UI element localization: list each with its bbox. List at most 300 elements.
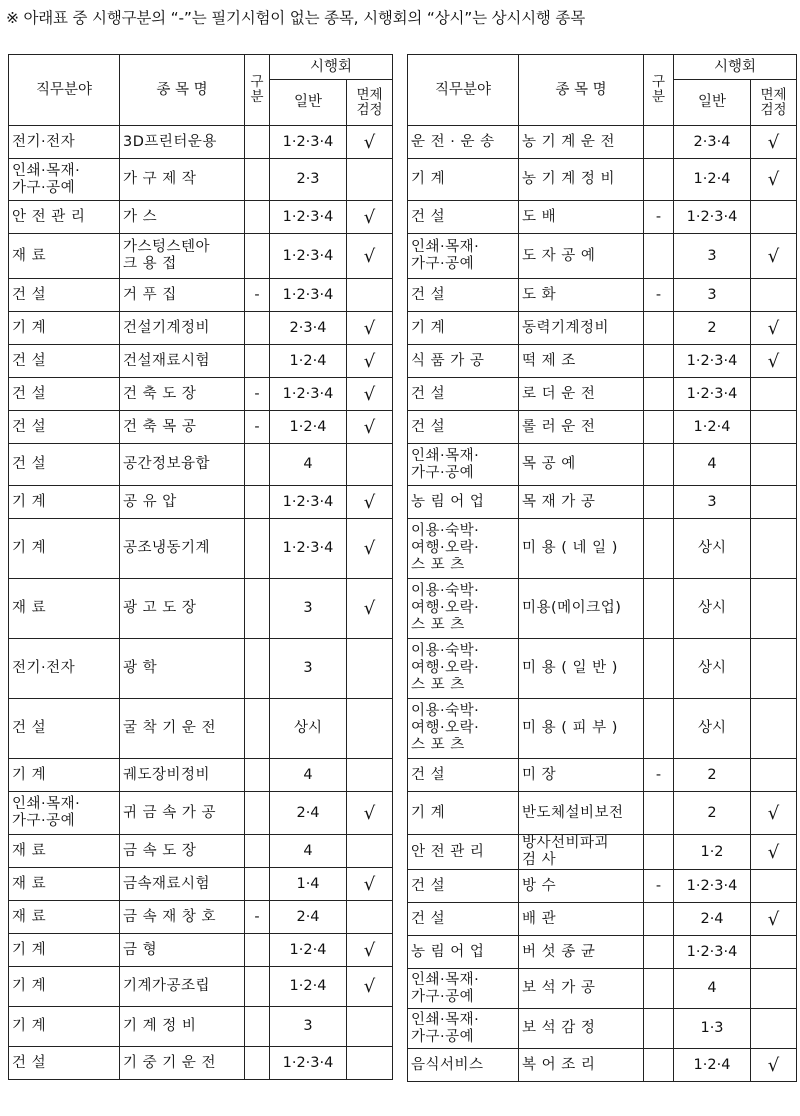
field-cell: 인쇄·목재· 가구·공예 — [408, 234, 519, 279]
item-name-cell: 광 학 — [120, 639, 245, 699]
table-row — [9, 1007, 393, 1047]
general-round-cell: 4 — [270, 835, 347, 868]
field-cell: 안 전 관 리 — [9, 201, 120, 234]
field-cell: 기 계 — [9, 934, 120, 967]
item-name-cell: 떡 제 조 — [519, 345, 644, 378]
general-round-cell: 1·2·3·4 — [270, 486, 347, 519]
general-round-cell: 1·2·3·4 — [270, 234, 347, 279]
table-row — [408, 792, 797, 835]
exempt-check-cell: √ — [347, 345, 393, 378]
item-name-cell: 3D프린터운용 — [120, 126, 245, 159]
exempt-check-cell — [347, 444, 393, 486]
item-name-cell: 복 어 조 리 — [519, 1049, 644, 1082]
exempt-check-cell — [751, 936, 797, 969]
division-cell — [245, 759, 270, 792]
exempt-check-cell — [347, 159, 393, 201]
header-div: 구 분 — [245, 55, 270, 126]
table-row — [9, 378, 393, 411]
item-name-cell: 기 계 정 비 — [120, 1007, 245, 1047]
item-name-cell: 가 스 — [120, 201, 245, 234]
field-cell: 전기·전자 — [9, 639, 120, 699]
exempt-check-cell: √ — [751, 1049, 797, 1082]
table-row — [408, 1049, 797, 1082]
exempt-check-cell — [347, 639, 393, 699]
exempt-check-cell — [751, 378, 797, 411]
exempt-check-cell: √ — [347, 868, 393, 901]
field-cell: 건 설 — [408, 759, 519, 792]
field-cell: 기 계 — [9, 519, 120, 579]
general-round-cell: 2·3·4 — [270, 312, 347, 345]
header-general: 일반 — [674, 80, 751, 126]
right-table — [407, 54, 797, 1082]
general-round-cell: 2 — [674, 312, 751, 345]
general-round-cell: 3 — [270, 579, 347, 639]
general-round-cell: 1·2 — [674, 835, 751, 870]
division-cell — [644, 579, 674, 639]
division-cell — [644, 936, 674, 969]
division-cell: - — [245, 901, 270, 934]
division-cell — [245, 345, 270, 378]
table-row — [9, 312, 393, 345]
field-cell: 재 료 — [9, 234, 120, 279]
division-cell — [644, 234, 674, 279]
general-round-cell: 4 — [674, 444, 751, 486]
item-name-cell: 도 배 — [519, 201, 644, 234]
item-name-cell: 공간정보융합 — [120, 444, 245, 486]
field-cell: 기 계 — [9, 1007, 120, 1047]
general-round-cell: 1·2·3·4 — [674, 378, 751, 411]
general-round-cell: 1·2·4 — [270, 934, 347, 967]
header-field: 직무분야 — [9, 55, 120, 126]
item-name-cell: 건 축 도 장 — [120, 378, 245, 411]
division-cell — [644, 699, 674, 759]
table-row — [408, 759, 797, 792]
table-row — [9, 579, 393, 639]
division-cell — [644, 345, 674, 378]
item-name-cell: 금 형 — [120, 934, 245, 967]
general-round-cell: 1·2·3·4 — [270, 378, 347, 411]
table-row — [408, 969, 797, 1009]
exempt-check-cell — [347, 1047, 393, 1080]
division-cell — [644, 411, 674, 444]
exempt-check-cell: √ — [347, 201, 393, 234]
general-round-cell: 1·2·3·4 — [270, 519, 347, 579]
division-cell — [644, 903, 674, 936]
division-cell — [245, 519, 270, 579]
exempt-check-cell: √ — [751, 835, 797, 870]
general-round-cell: 3 — [674, 279, 751, 312]
exempt-check-cell — [751, 579, 797, 639]
item-name-cell: 도 화 — [519, 279, 644, 312]
exempt-check-cell: √ — [347, 934, 393, 967]
header-field: 직무분야 — [408, 55, 519, 126]
item-name-cell: 궤도장비정비 — [120, 759, 245, 792]
exempt-check-cell: √ — [347, 967, 393, 1007]
field-cell: 인쇄·목재· 가구·공예 — [408, 444, 519, 486]
item-name-cell: 기 중 기 운 전 — [120, 1047, 245, 1080]
general-round-cell: 상시 — [270, 699, 347, 759]
item-name-cell: 공조냉동기계 — [120, 519, 245, 579]
exempt-check-cell: √ — [347, 126, 393, 159]
table-row — [408, 312, 797, 345]
field-cell: 건 설 — [9, 1047, 120, 1080]
table-row — [9, 126, 393, 159]
table-row — [9, 345, 393, 378]
general-round-cell: 1·2·4 — [270, 967, 347, 1007]
field-cell: 건 설 — [9, 345, 120, 378]
item-name-cell: 반도체설비보전 — [519, 792, 644, 835]
division-cell: - — [644, 870, 674, 903]
field-cell: 이용·숙박· 여행·오락· 스 포 츠 — [408, 519, 519, 579]
table-row — [408, 699, 797, 759]
exempt-check-cell — [751, 699, 797, 759]
exempt-check-cell: √ — [347, 234, 393, 279]
table-row — [408, 936, 797, 969]
general-round-cell: 3 — [674, 486, 751, 519]
exempt-check-cell: √ — [347, 792, 393, 835]
table-row — [408, 201, 797, 234]
field-cell: 인쇄·목재· 가구·공예 — [9, 159, 120, 201]
item-name-cell: 로 더 운 전 — [519, 378, 644, 411]
division-cell — [245, 126, 270, 159]
field-cell: 인쇄·목재· 가구·공예 — [408, 1009, 519, 1049]
general-round-cell: 1·2·3·4 — [270, 126, 347, 159]
exempt-check-cell — [751, 969, 797, 1009]
table-row — [9, 444, 393, 486]
exempt-check-cell — [751, 201, 797, 234]
division-cell — [644, 486, 674, 519]
general-round-cell: 4 — [270, 444, 347, 486]
field-cell: 운 전 · 운 송 — [408, 126, 519, 159]
table-row — [9, 868, 393, 901]
item-name-cell: 미 용 ( 피 부 ) — [519, 699, 644, 759]
item-name-cell: 공 유 압 — [120, 486, 245, 519]
exempt-check-cell — [751, 444, 797, 486]
item-name-cell: 가스텅스텐아 크 용 접 — [120, 234, 245, 279]
exempt-check-cell — [347, 835, 393, 868]
field-cell: 기 계 — [408, 159, 519, 201]
general-round-cell: 1·2·4 — [674, 411, 751, 444]
field-cell: 안 전 관 리 — [408, 835, 519, 870]
exempt-check-cell — [751, 519, 797, 579]
division-cell: - — [644, 759, 674, 792]
general-round-cell: 1·2·3·4 — [674, 345, 751, 378]
exempt-check-cell — [347, 699, 393, 759]
exempt-check-cell: √ — [347, 312, 393, 345]
exempt-check-cell — [751, 1009, 797, 1049]
division-cell — [644, 444, 674, 486]
item-name-cell: 동력기계정비 — [519, 312, 644, 345]
item-name-cell: 미 장 — [519, 759, 644, 792]
header-exempt: 면제 검정 — [751, 80, 797, 126]
division-cell: - — [245, 411, 270, 444]
exempt-check-cell: √ — [751, 345, 797, 378]
field-cell: 기 계 — [408, 312, 519, 345]
exempt-check-cell — [347, 279, 393, 312]
division-cell — [245, 699, 270, 759]
table-row — [9, 486, 393, 519]
table-row — [408, 378, 797, 411]
division-cell — [245, 1007, 270, 1047]
division-cell — [644, 159, 674, 201]
division-cell — [245, 934, 270, 967]
exempt-check-cell — [347, 1007, 393, 1047]
division-cell — [644, 378, 674, 411]
table-row — [9, 234, 393, 279]
division-cell — [644, 969, 674, 1009]
general-round-cell: 상시 — [674, 699, 751, 759]
general-round-cell: 4 — [270, 759, 347, 792]
table-row — [408, 159, 797, 201]
general-round-cell: 2·4 — [270, 792, 347, 835]
item-name-cell: 도 자 공 예 — [519, 234, 644, 279]
table-row — [9, 279, 393, 312]
division-cell — [245, 234, 270, 279]
field-cell: 건 설 — [408, 411, 519, 444]
field-cell: 건 설 — [9, 444, 120, 486]
item-name-cell: 귀 금 속 가 공 — [120, 792, 245, 835]
item-name-cell: 금속재료시험 — [120, 868, 245, 901]
division-cell: - — [245, 279, 270, 312]
table-row — [408, 126, 797, 159]
table-row — [9, 901, 393, 934]
exempt-check-cell: √ — [347, 486, 393, 519]
table-row — [9, 934, 393, 967]
exempt-check-cell — [347, 759, 393, 792]
exempt-check-cell: √ — [751, 312, 797, 345]
general-round-cell: 1·2·4 — [674, 159, 751, 201]
general-round-cell: 1·2·4 — [270, 345, 347, 378]
field-cell: 기 계 — [9, 759, 120, 792]
item-name-cell: 굴 착 기 운 전 — [120, 699, 245, 759]
exempt-check-cell: √ — [347, 411, 393, 444]
division-cell — [644, 312, 674, 345]
table-row — [408, 486, 797, 519]
table-row — [408, 345, 797, 378]
general-round-cell: 1·3 — [674, 1009, 751, 1049]
table-row — [408, 1009, 797, 1049]
division-cell — [245, 967, 270, 1007]
exempt-check-cell — [751, 639, 797, 699]
table-row — [9, 519, 393, 579]
exempt-check-cell: √ — [347, 378, 393, 411]
field-cell: 건 설 — [408, 279, 519, 312]
general-round-cell: 3 — [270, 639, 347, 699]
item-name-cell: 건설기계정비 — [120, 312, 245, 345]
exempt-check-cell — [751, 279, 797, 312]
field-cell: 건 설 — [9, 699, 120, 759]
item-name-cell: 롤 러 운 전 — [519, 411, 644, 444]
exempt-check-cell — [751, 870, 797, 903]
table-row — [408, 444, 797, 486]
exempt-check-cell — [751, 486, 797, 519]
table-row — [9, 759, 393, 792]
field-cell: 기 계 — [408, 792, 519, 835]
item-name-cell: 보 석 가 공 — [519, 969, 644, 1009]
exempt-check-cell — [347, 901, 393, 934]
exempt-check-cell: √ — [751, 903, 797, 936]
item-name-cell: 기계가공조립 — [120, 967, 245, 1007]
field-cell: 인쇄·목재· 가구·공예 — [9, 792, 120, 835]
exempt-check-cell: √ — [751, 234, 797, 279]
general-round-cell: 2 — [674, 792, 751, 835]
table-row — [9, 411, 393, 444]
division-cell — [245, 835, 270, 868]
field-cell: 기 계 — [9, 967, 120, 1007]
field-cell: 이용·숙박· 여행·오락· 스 포 츠 — [408, 579, 519, 639]
field-cell: 전기·전자 — [9, 126, 120, 159]
field-cell: 건 설 — [408, 201, 519, 234]
table-row — [408, 234, 797, 279]
table-row — [9, 835, 393, 868]
field-cell: 재 료 — [9, 868, 120, 901]
general-round-cell: 3 — [674, 234, 751, 279]
exempt-check-cell — [751, 759, 797, 792]
left-table — [8, 54, 393, 1080]
table-row — [408, 411, 797, 444]
header-rounds: 시행회 — [674, 55, 797, 80]
field-cell: 재 료 — [9, 835, 120, 868]
item-name-cell: 금 속 도 장 — [120, 835, 245, 868]
header-exempt: 면제 검정 — [347, 80, 393, 126]
general-round-cell: 2·4 — [270, 901, 347, 934]
general-round-cell: 1·2·4 — [270, 411, 347, 444]
exempt-check-cell: √ — [347, 579, 393, 639]
item-name-cell: 방 수 — [519, 870, 644, 903]
division-cell — [644, 1009, 674, 1049]
table-row — [9, 1047, 393, 1080]
item-name-cell: 농 기 계 정 비 — [519, 159, 644, 201]
division-cell: - — [644, 201, 674, 234]
division-cell — [245, 444, 270, 486]
table-row — [9, 201, 393, 234]
item-name-cell: 거 푸 집 — [120, 279, 245, 312]
division-cell — [245, 486, 270, 519]
division-cell — [245, 792, 270, 835]
exempt-check-cell: √ — [751, 792, 797, 835]
division-cell — [245, 201, 270, 234]
general-round-cell: 1·2·3·4 — [674, 936, 751, 969]
table-row — [408, 903, 797, 936]
division-cell — [245, 639, 270, 699]
division-cell: - — [644, 279, 674, 312]
header-name: 종 목 명 — [519, 55, 644, 126]
field-cell: 재 료 — [9, 579, 120, 639]
field-cell: 건 설 — [9, 279, 120, 312]
field-cell: 이용·숙박· 여행·오락· 스 포 츠 — [408, 639, 519, 699]
division-cell — [245, 159, 270, 201]
table-row — [9, 159, 393, 201]
division-cell — [245, 1047, 270, 1080]
general-round-cell: 2 — [674, 759, 751, 792]
field-cell: 기 계 — [9, 312, 120, 345]
general-round-cell: 1·2·3·4 — [674, 201, 751, 234]
general-round-cell: 1·4 — [270, 868, 347, 901]
item-name-cell: 미용(메이크업) — [519, 579, 644, 639]
header-general: 일반 — [270, 80, 347, 126]
exempt-check-cell: √ — [751, 159, 797, 201]
table-row — [408, 279, 797, 312]
table-row — [408, 579, 797, 639]
field-cell: 재 료 — [9, 901, 120, 934]
table-note: ※ 아래표 중 시행구분의 “-”는 필기시험이 없는 종목, 시행회의 “상시”는 상시시행 종목 — [6, 9, 585, 27]
division-cell: - — [245, 378, 270, 411]
field-cell: 건 설 — [408, 378, 519, 411]
general-round-cell: 상시 — [674, 519, 751, 579]
item-name-cell: 미 용 ( 일 반 ) — [519, 639, 644, 699]
field-cell: 인쇄·목재· 가구·공예 — [408, 969, 519, 1009]
field-cell: 농 림 어 업 — [408, 936, 519, 969]
field-cell: 기 계 — [9, 486, 120, 519]
table-row — [408, 835, 797, 870]
general-round-cell: 1·2·4 — [674, 1049, 751, 1082]
header-rounds: 시행회 — [270, 55, 393, 80]
item-name-cell: 건 축 목 공 — [120, 411, 245, 444]
item-name-cell: 버 섯 종 균 — [519, 936, 644, 969]
item-name-cell: 농 기 계 운 전 — [519, 126, 644, 159]
division-cell — [644, 126, 674, 159]
item-name-cell: 보 석 감 정 — [519, 1009, 644, 1049]
item-name-cell: 가 구 제 작 — [120, 159, 245, 201]
division-cell — [245, 312, 270, 345]
general-round-cell: 1·2·3·4 — [674, 870, 751, 903]
field-cell: 건 설 — [9, 411, 120, 444]
field-cell: 이용·숙박· 여행·오락· 스 포 츠 — [408, 699, 519, 759]
item-name-cell: 목 재 가 공 — [519, 486, 644, 519]
division-cell — [644, 835, 674, 870]
exempt-check-cell: √ — [347, 519, 393, 579]
division-cell — [644, 639, 674, 699]
general-round-cell: 2·4 — [674, 903, 751, 936]
field-cell: 식 품 가 공 — [408, 345, 519, 378]
field-cell: 건 설 — [408, 903, 519, 936]
item-name-cell: 광 고 도 장 — [120, 579, 245, 639]
exempt-check-cell — [751, 411, 797, 444]
division-cell — [644, 1049, 674, 1082]
general-round-cell: 1·2·3·4 — [270, 201, 347, 234]
division-cell — [245, 868, 270, 901]
header-name: 종 목 명 — [120, 55, 245, 126]
table-row — [9, 792, 393, 835]
table-row — [408, 639, 797, 699]
general-round-cell: 2·3·4 — [674, 126, 751, 159]
table-row — [9, 639, 393, 699]
general-round-cell: 2·3 — [270, 159, 347, 201]
general-round-cell: 4 — [674, 969, 751, 1009]
item-name-cell: 건설재료시험 — [120, 345, 245, 378]
exempt-check-cell: √ — [751, 126, 797, 159]
general-round-cell: 3 — [270, 1007, 347, 1047]
general-round-cell: 1·2·3·4 — [270, 279, 347, 312]
item-name-cell: 배 관 — [519, 903, 644, 936]
division-cell — [644, 792, 674, 835]
table-row — [408, 870, 797, 903]
field-cell: 음식서비스 — [408, 1049, 519, 1082]
general-round-cell: 상시 — [674, 579, 751, 639]
division-cell — [644, 519, 674, 579]
field-cell: 건 설 — [9, 378, 120, 411]
general-round-cell: 상시 — [674, 639, 751, 699]
item-name-cell: 금 속 재 창 호 — [120, 901, 245, 934]
division-cell — [245, 579, 270, 639]
table-row — [9, 967, 393, 1007]
item-name-cell: 방사선비파괴 검 사 — [519, 835, 644, 870]
header-div: 구 분 — [644, 55, 674, 126]
general-round-cell: 1·2·3·4 — [270, 1047, 347, 1080]
item-name-cell: 미 용 ( 네 일 ) — [519, 519, 644, 579]
field-cell: 농 림 어 업 — [408, 486, 519, 519]
table-row — [9, 699, 393, 759]
